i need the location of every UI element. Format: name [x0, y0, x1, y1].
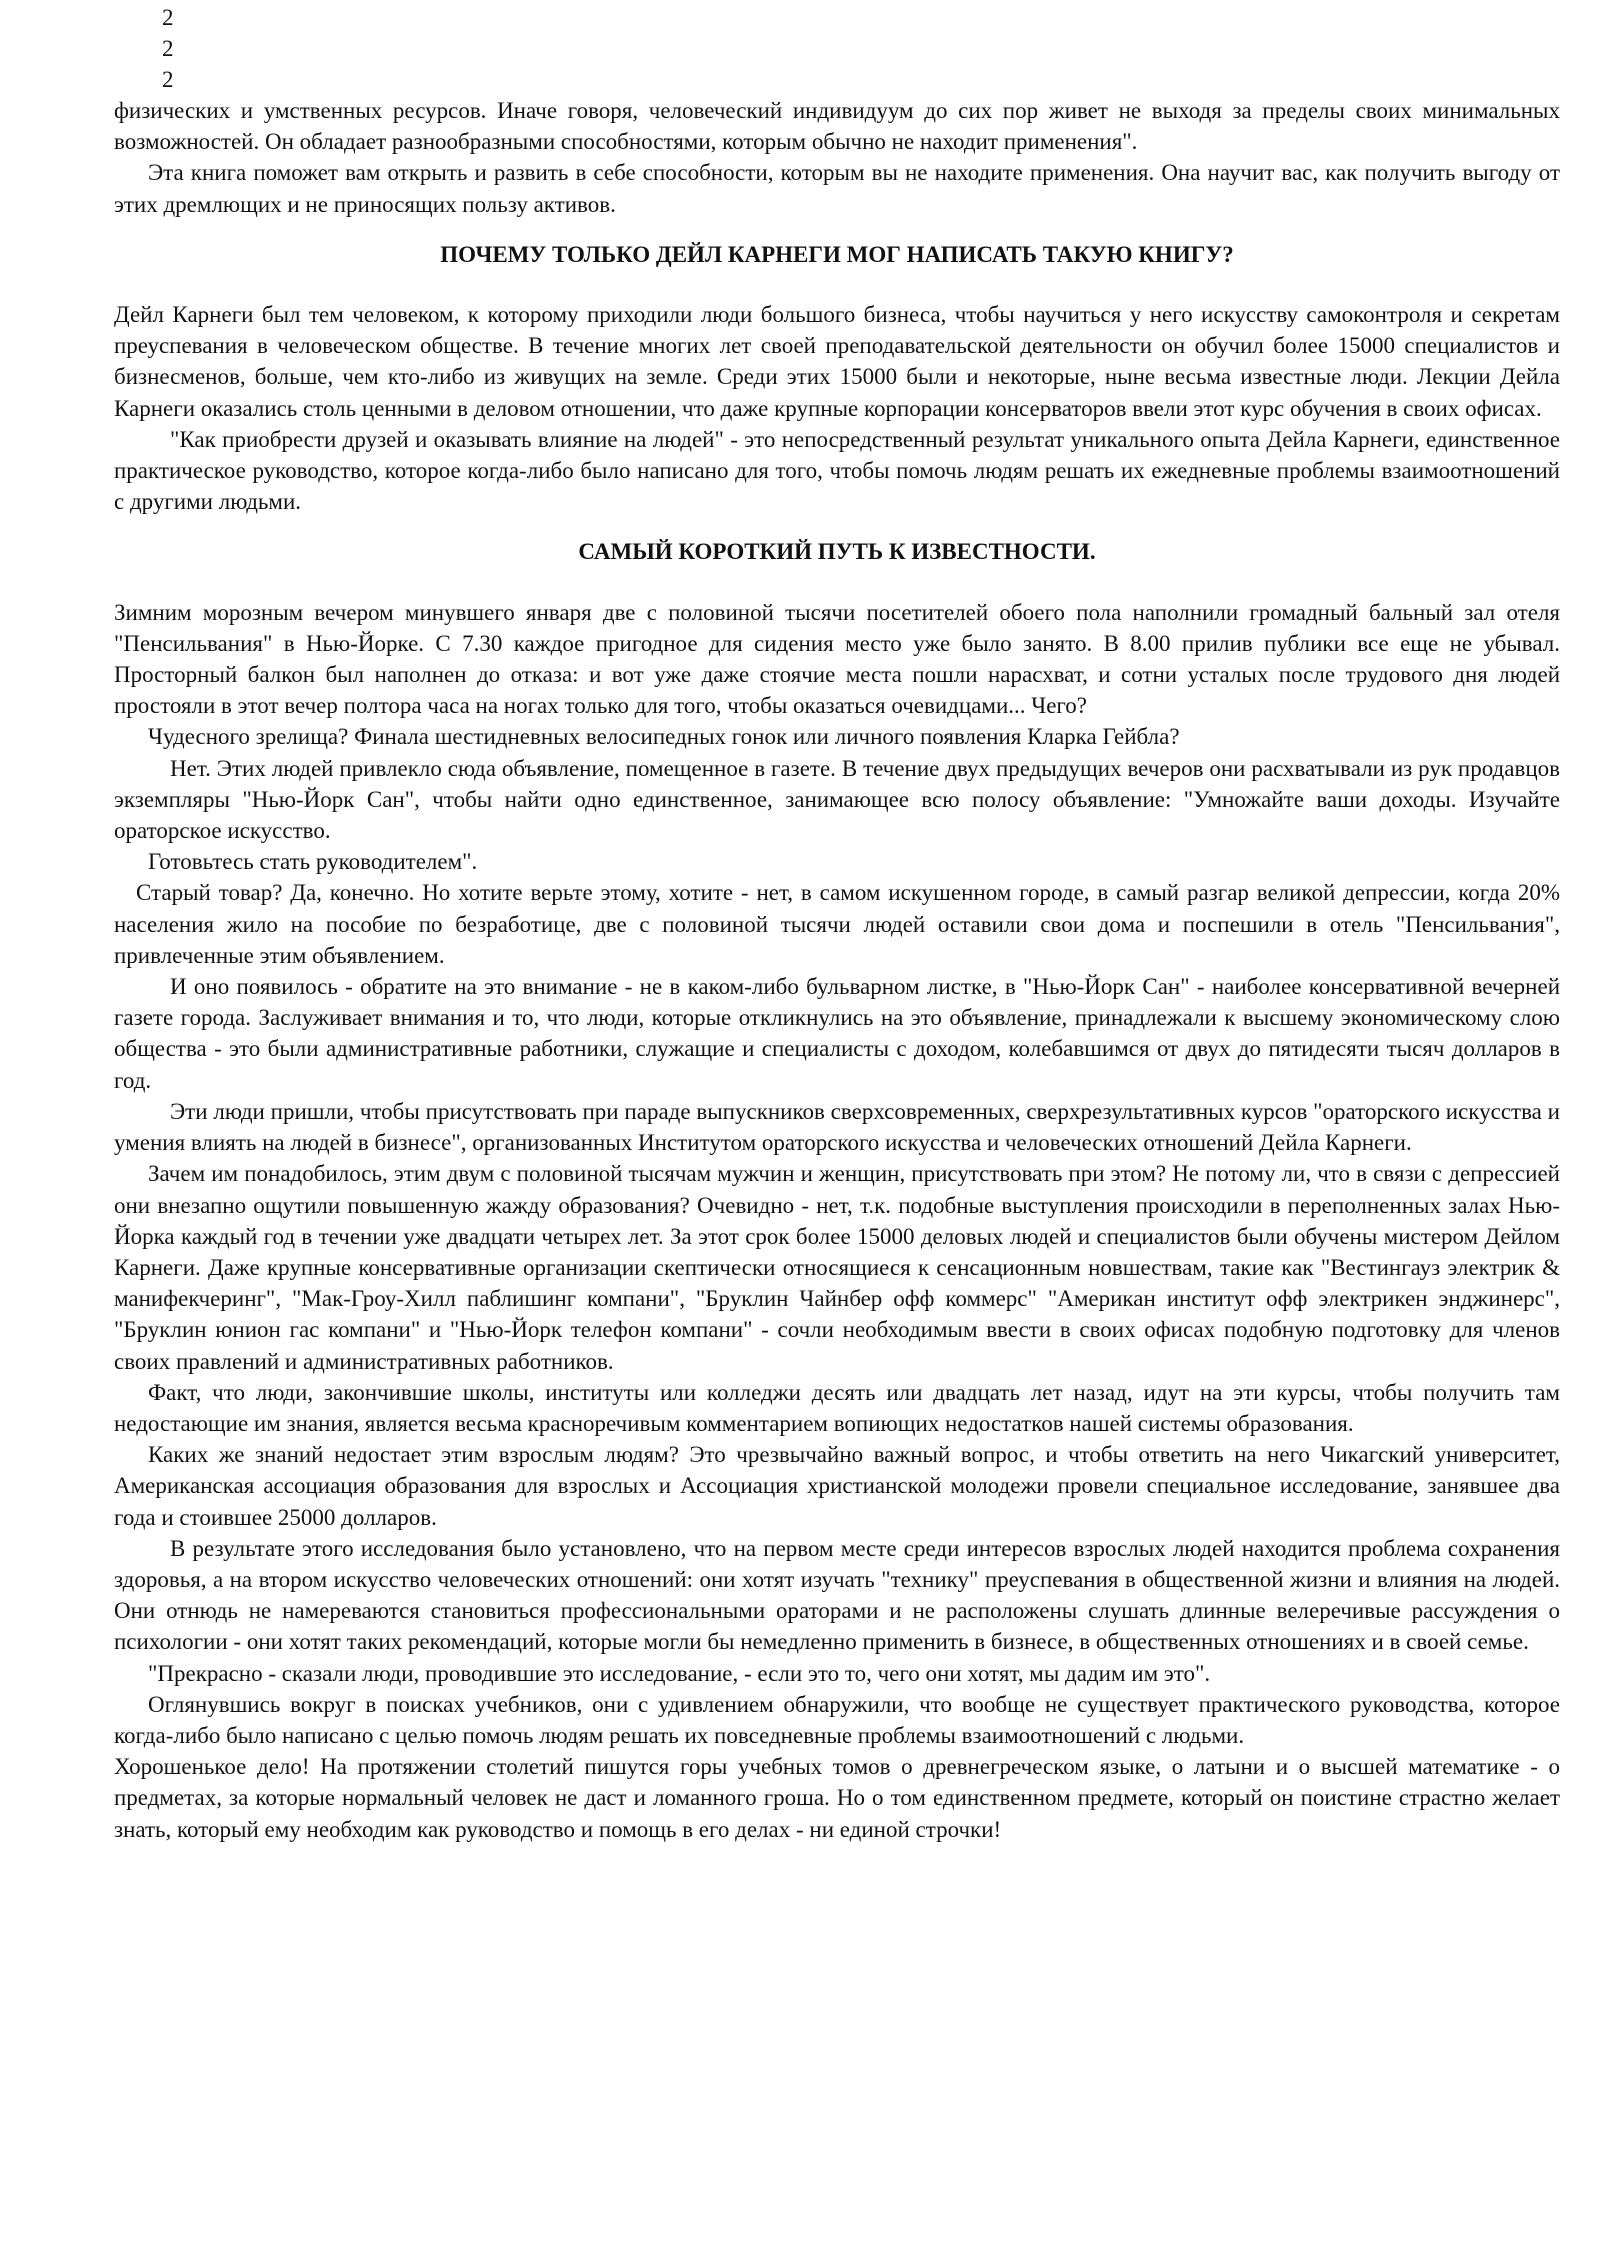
paragraph: Оглянувшись вокруг в поисках учебников, они с удивлением обнаружили, что вообще не существует практического руководства, которое когда-либо было написано с целью помочь людям решать их повседневные проблемы взаимоотношений с людьми.	[114, 1691, 1560, 1748]
paragraph: "Как приобрести друзей и оказывать влияние на людей" - это непосредственный результат уникального опыта Дейла Карнеги, единственное практическое руководство, которое когда-либо было написано для того, чтобы помочь людям решать их ежедневные проблемы взаимоотношений с другими людьми.	[114, 426, 1560, 515]
paragraph: Старый товар? Да, конечно. Но хотите верьте этому, хотите - нет, в самом искушенном городе, в самый разгар великой депрессии, когда 20% населения жило на пособие по безработице, две с половиной тысячи людей оставили свои дома и поспешили в отель "Пенсильвания", привлеченные этим объявлением.	[114, 880, 1560, 968]
paragraph: Зимним морозным вечером минувшего января две с половиной тысячи посетителей обоего пола наполнили громадный бальный зал отеля "Пенсильвания" в Нью-Йорке. С 7.30 каждое пригодное для сидения место уже было занято. В 8.00 прилив публики все еще не убывал. Просторный балкон был наполнен до отказа: и вот уже даже стоячие места пошли нарасхват, и сотни усталых после трудового дня людей простояли в этот вечер полтора часа на ногах только для того, чтобы оказаться очевидцами... Чего?	[114, 599, 1560, 719]
paragraph: И оно появилось - обратите на это внимание - не в каком-либо бульварном листке, в "Нью-Йорк Сан" - наиболее консервативной вечерней газете города. Заслуживает внимания и то, что люди, которые откликнулись на это объявление, принадлежали к высшему экономическому слою общества - это были административные работники, служащие и специалисты с доходом, колебавшимся от двух до пятидесяти тысяч долларов в год.	[114, 974, 1560, 1093]
paragraph: Каких же знаний недостает этим взрослым людям? Это чрезвычайно важный вопрос, и чтобы ответить на него Чикагский университет, Американская ассоциация образования для взрослых и Ассоциация христианской молодежи провели специальное исследование, занявшее два года и стоившее 25000 долларов.	[114, 1442, 1560, 1530]
section-heading: САМЫЙ КОРОТКИЙ ПУТЬ К ИЗВЕСТНОСТИ.	[578, 539, 1096, 565]
paragraph: Дейл Карнеги был тем человеком, к которому приходили люди большого бизнеса, чтобы научиться у него искусству самоконтроля и секретам преуспевания в человеческом обществе. В течение многих лет своей преподавательской деятельности он обучил более 15000 специалистов и бизнесменов, больше, чем кто-либо из живущих на земле. Среди этих 15000 были и некоторые, ныне весьма известные люди. Лекции Дейла Карнеги оказались столь ценными в деловом отношении, что даже крупные корпорации консерваторов ввели этот курс обучения в своих офисах.	[114, 302, 1560, 421]
document-page	[114, 0, 1560, 1845]
paragraph: "Прекрасно - сказали люди, проводившие это исследование, - если это то, чего они хотят, мы дадим им это".	[148, 1660, 1211, 1686]
page-markers	[114, 0, 1560, 95]
page-marker: 2	[162, 67, 174, 92]
paragraph: Эти люди пришли, чтобы присутствовать при параде выпускников сверхсовременных, сверхрезультативных курсов "ораторского искусства и умения влиять на людей в бизнесе", организованных Институтом ораторского искусства и человеческих отношений Дейла Карнеги.	[114, 1098, 1560, 1156]
paragraph: Факт, что люди, закончившие школы, институты или колледжи десять или двадцать лет назад, идут на эти курсы, чтобы получить там недостающие им знания, является весьма красноречивым комментарием вопиющих недостатков нашей системы образования.	[114, 1379, 1560, 1436]
paragraph: Чудесного зрелища? Финала шестидневных велосипедных гонок или личного появления Кларка Гейбла?	[148, 724, 1180, 750]
page-marker: 2	[162, 5, 174, 30]
section-heading: ПОЧЕМУ ТОЛЬКО ДЕЙЛ КАРНЕГИ МОГ НАПИСАТЬ ТАКУЮ КНИГУ?	[440, 241, 1234, 267]
paragraph: Нет. Этих людей привлекло сюда объявление, помещенное в газете. В течение двух предыдущих вечеров они расхватывали из рук продавцов экземпляры "Нью-Йорк Сан", чтобы найти одно единственное, занимающее всю полосу объявление: "Умножайте ваши доходы. Изучайте ораторское искусство.	[114, 755, 1560, 844]
paragraph: Хорошенькое дело! На протяжении столетий пишутся горы учебных томов о древнегреческом языке, о латыни и о высшей математике - о предметах, за которые нормальный человек не даст и ломанного гроша. Но о том единственном предмете, который он поистине страстно желает знать, который ему необходим как руководство и помощь в его делах - ни единой строчки!	[114, 1754, 1560, 1842]
page-marker: 2	[162, 36, 174, 61]
paragraph: В результате этого исследования было установлено, что на первом месте среди интересов взрослых людей находится проблема сохранения здоровья, а на втором искусство человеческих отношений: они хотят изучать "технику" преуспевания в общественной жизни и влияния на людей. Они отнюдь не намереваются становиться профессиональными ораторами и не расположены слушать длинные велеречивые рассуждения о психологии - они хотят таких рекомендаций, которые могли бы немедленно применить в бизнесе, в общественных отношениях и в своей семье.	[114, 1535, 1560, 1655]
paragraph: физических и умственных ресурсов. Иначе говоря, человеческий индивидуум до сих пор живет не выходя за пределы своих минимальных возможностей. Он обладает разнообразными способностями, которым обычно не находит применения".	[114, 98, 1560, 155]
paragraph: Зачем им понадобилось, этим двум с половиной тысячам мужчин и женщин, присутствовать при этом? Не потому ли, что в связи с депрессией они внезапно ощутили повышенную жажду образования? Очевидно - нет, т.к. подобные выступления происходили в переполненных залах Нью-Йорка каждый год в течении уже двадцати четырех лет. За этот срок более 15000 деловых людей и специалистов были обучены мистером Дейлом Карнеги. Даже крупные консервативные организации скептически относящиеся к сенсационным новшествам, такие как "Вестингауз электрик & манифекчеринг", "Мак-Гроу-Хилл паблишинг компани", "Бруклин Чайнбер офф коммерс" "Американ институт офф электрикен энджинерс", "Бруклин юнион гас компани" и "Нью-Йорк телефон компани" - сочли необходимым ввести в своих офисах подобную подготовку для членов своих правлений и административных работников.	[114, 1161, 1560, 1374]
paragraph: Готовьтесь стать руководителем".	[148, 849, 478, 875]
paragraph: Эта книга поможет вам открыть и развить в себе способности, которым вы не находите применения. Она научит вас, как получить выгоду от этих дремлющих и не приносящих пользу активов.	[114, 160, 1560, 217]
